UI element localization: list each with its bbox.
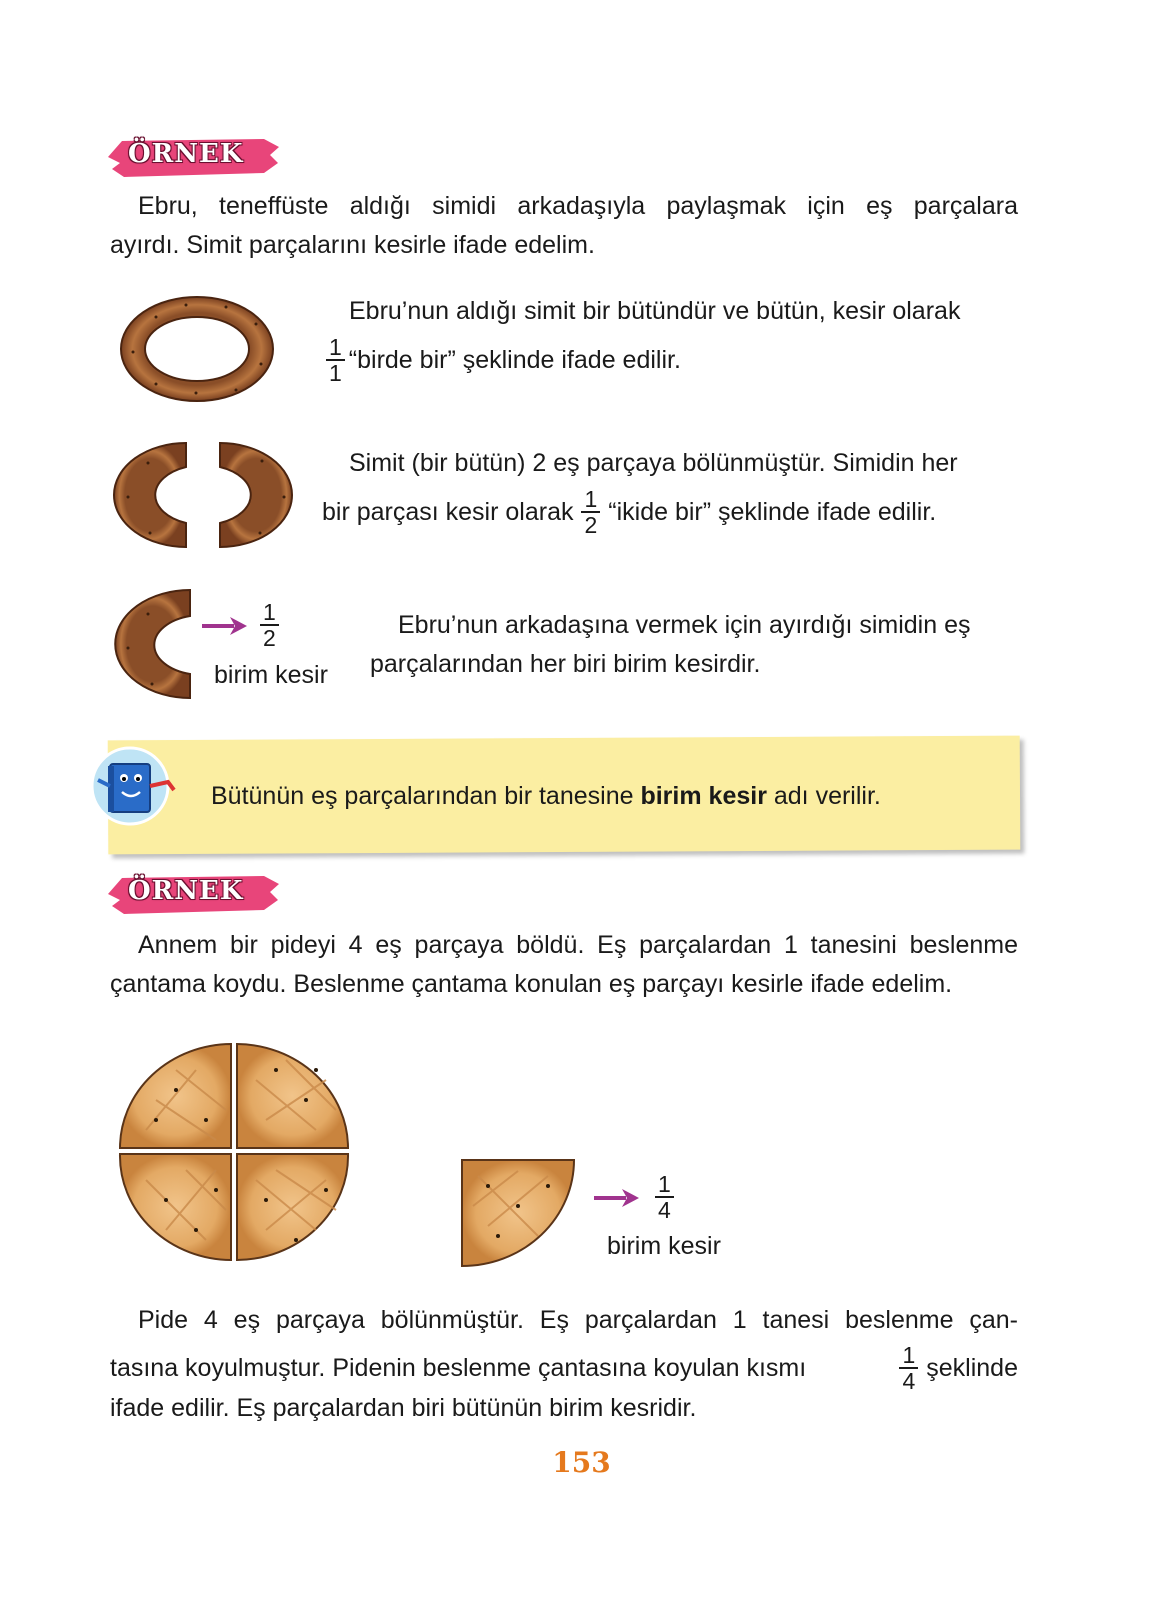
whole-line1: Ebru’nun aldığı simit bir bütündür ve bütün, kesir olarak <box>349 297 961 325</box>
fraction-denominator: 4 <box>658 1197 671 1223</box>
fraction-numerator: 1 <box>326 335 345 361</box>
half-line2-text-a: bir parçası kesir olarak <box>322 498 574 526</box>
example-badge <box>104 133 279 183</box>
conclusion-line2-tail <box>891 1343 1018 1393</box>
pide-quarter-piece-image <box>458 1156 580 1270</box>
half-line2-text-b: “ikide bir” şeklinde ifade edilir. <box>608 498 937 526</box>
example-badge-2 <box>104 870 279 920</box>
half-line1: Simit (bir bütün) 2 eş parçaya bölünmüştür. Simidin her <box>349 449 958 477</box>
note-text-bold: birim kesir <box>640 782 767 810</box>
whole-line2-text: “birde bir” şeklinde ifade edilir. <box>348 346 681 374</box>
page-number: 153 <box>552 1446 611 1479</box>
halved-simit-image <box>112 437 298 551</box>
conclusion-line2 <box>110 1343 1018 1393</box>
arrow-right-icon <box>592 1186 642 1210</box>
unit-line2: parçalarından her biri birim kesirdir. <box>370 650 761 678</box>
example2-intro-line1: Annem bir pideyi 4 eş parçaya böldü. Eş parçalardan 1 tanesini beslenme <box>138 931 1018 959</box>
conclusion-line2-text-b: şeklinde <box>926 1354 1018 1382</box>
unit-fraction-label: birim kesir <box>214 661 328 689</box>
simit-half-piece-image <box>112 588 194 702</box>
whole-line2 <box>322 335 681 385</box>
note-text-before: Bütünün eş parçalarından bir tanesine <box>211 782 641 810</box>
fraction-numerator: 1 <box>655 1172 674 1198</box>
fraction-denominator: 4 <box>902 1368 916 1394</box>
unit-fraction-one-half <box>260 600 279 650</box>
fraction-numerator: 1 <box>899 1343 918 1369</box>
conclusion-line2-text-a: tasına koyulmuştur. Pidenin beslenme çantasına koyulan kısmı <box>110 1354 807 1382</box>
whole-simit-image <box>116 292 278 406</box>
arrow-right-icon <box>200 614 250 638</box>
fraction-numerator: 1 <box>260 600 279 626</box>
fraction-denominator: 2 <box>263 625 276 651</box>
fraction-denominator: 1 <box>329 360 342 386</box>
conclusion-line1: Pide 4 eş parçaya bölünmüştür. Eş parçalardan 1 tanesi beslenme çan- <box>138 1306 1018 1334</box>
unit-line1: Ebru’nun arkadaşına vermek için ayırdığı simidin eş <box>398 611 971 639</box>
conclusion-line3: ifade edilir. Eş parçalardan biri bütünün birim kesridir. <box>110 1394 697 1422</box>
fraction-denominator: 2 <box>584 512 598 538</box>
badge-label: ÖRNEK <box>128 139 244 169</box>
badge-label: ÖRNEK <box>128 876 244 906</box>
fraction-one-over-two <box>581 487 600 537</box>
unit-fraction-label-2: birim kesir <box>607 1232 721 1260</box>
half-line2 <box>322 487 936 537</box>
pide-four-parts-image <box>116 1040 354 1266</box>
fraction-one-over-one <box>326 335 345 385</box>
example1-intro-line1: Ebru, teneffüste aldığı simidi arkadaşıyla paylaşmak için eş parçalara <box>138 192 1018 220</box>
note-text-after: adı verilir. <box>766 782 881 810</box>
example1-intro-line2: ayırdı. Simit parçalarını kesirle ifade edelim. <box>110 231 595 259</box>
fraction-numerator: 1 <box>581 487 600 513</box>
definition-note-text <box>211 776 881 816</box>
mascot-book-icon <box>88 746 180 826</box>
example2-intro-line2: çantama koydu. Beslenme çantama konulan eş parçayı kesirle ifade edelim. <box>110 970 953 998</box>
fraction-one-over-four <box>899 1343 918 1393</box>
unit-fraction-one-quarter <box>655 1172 674 1222</box>
